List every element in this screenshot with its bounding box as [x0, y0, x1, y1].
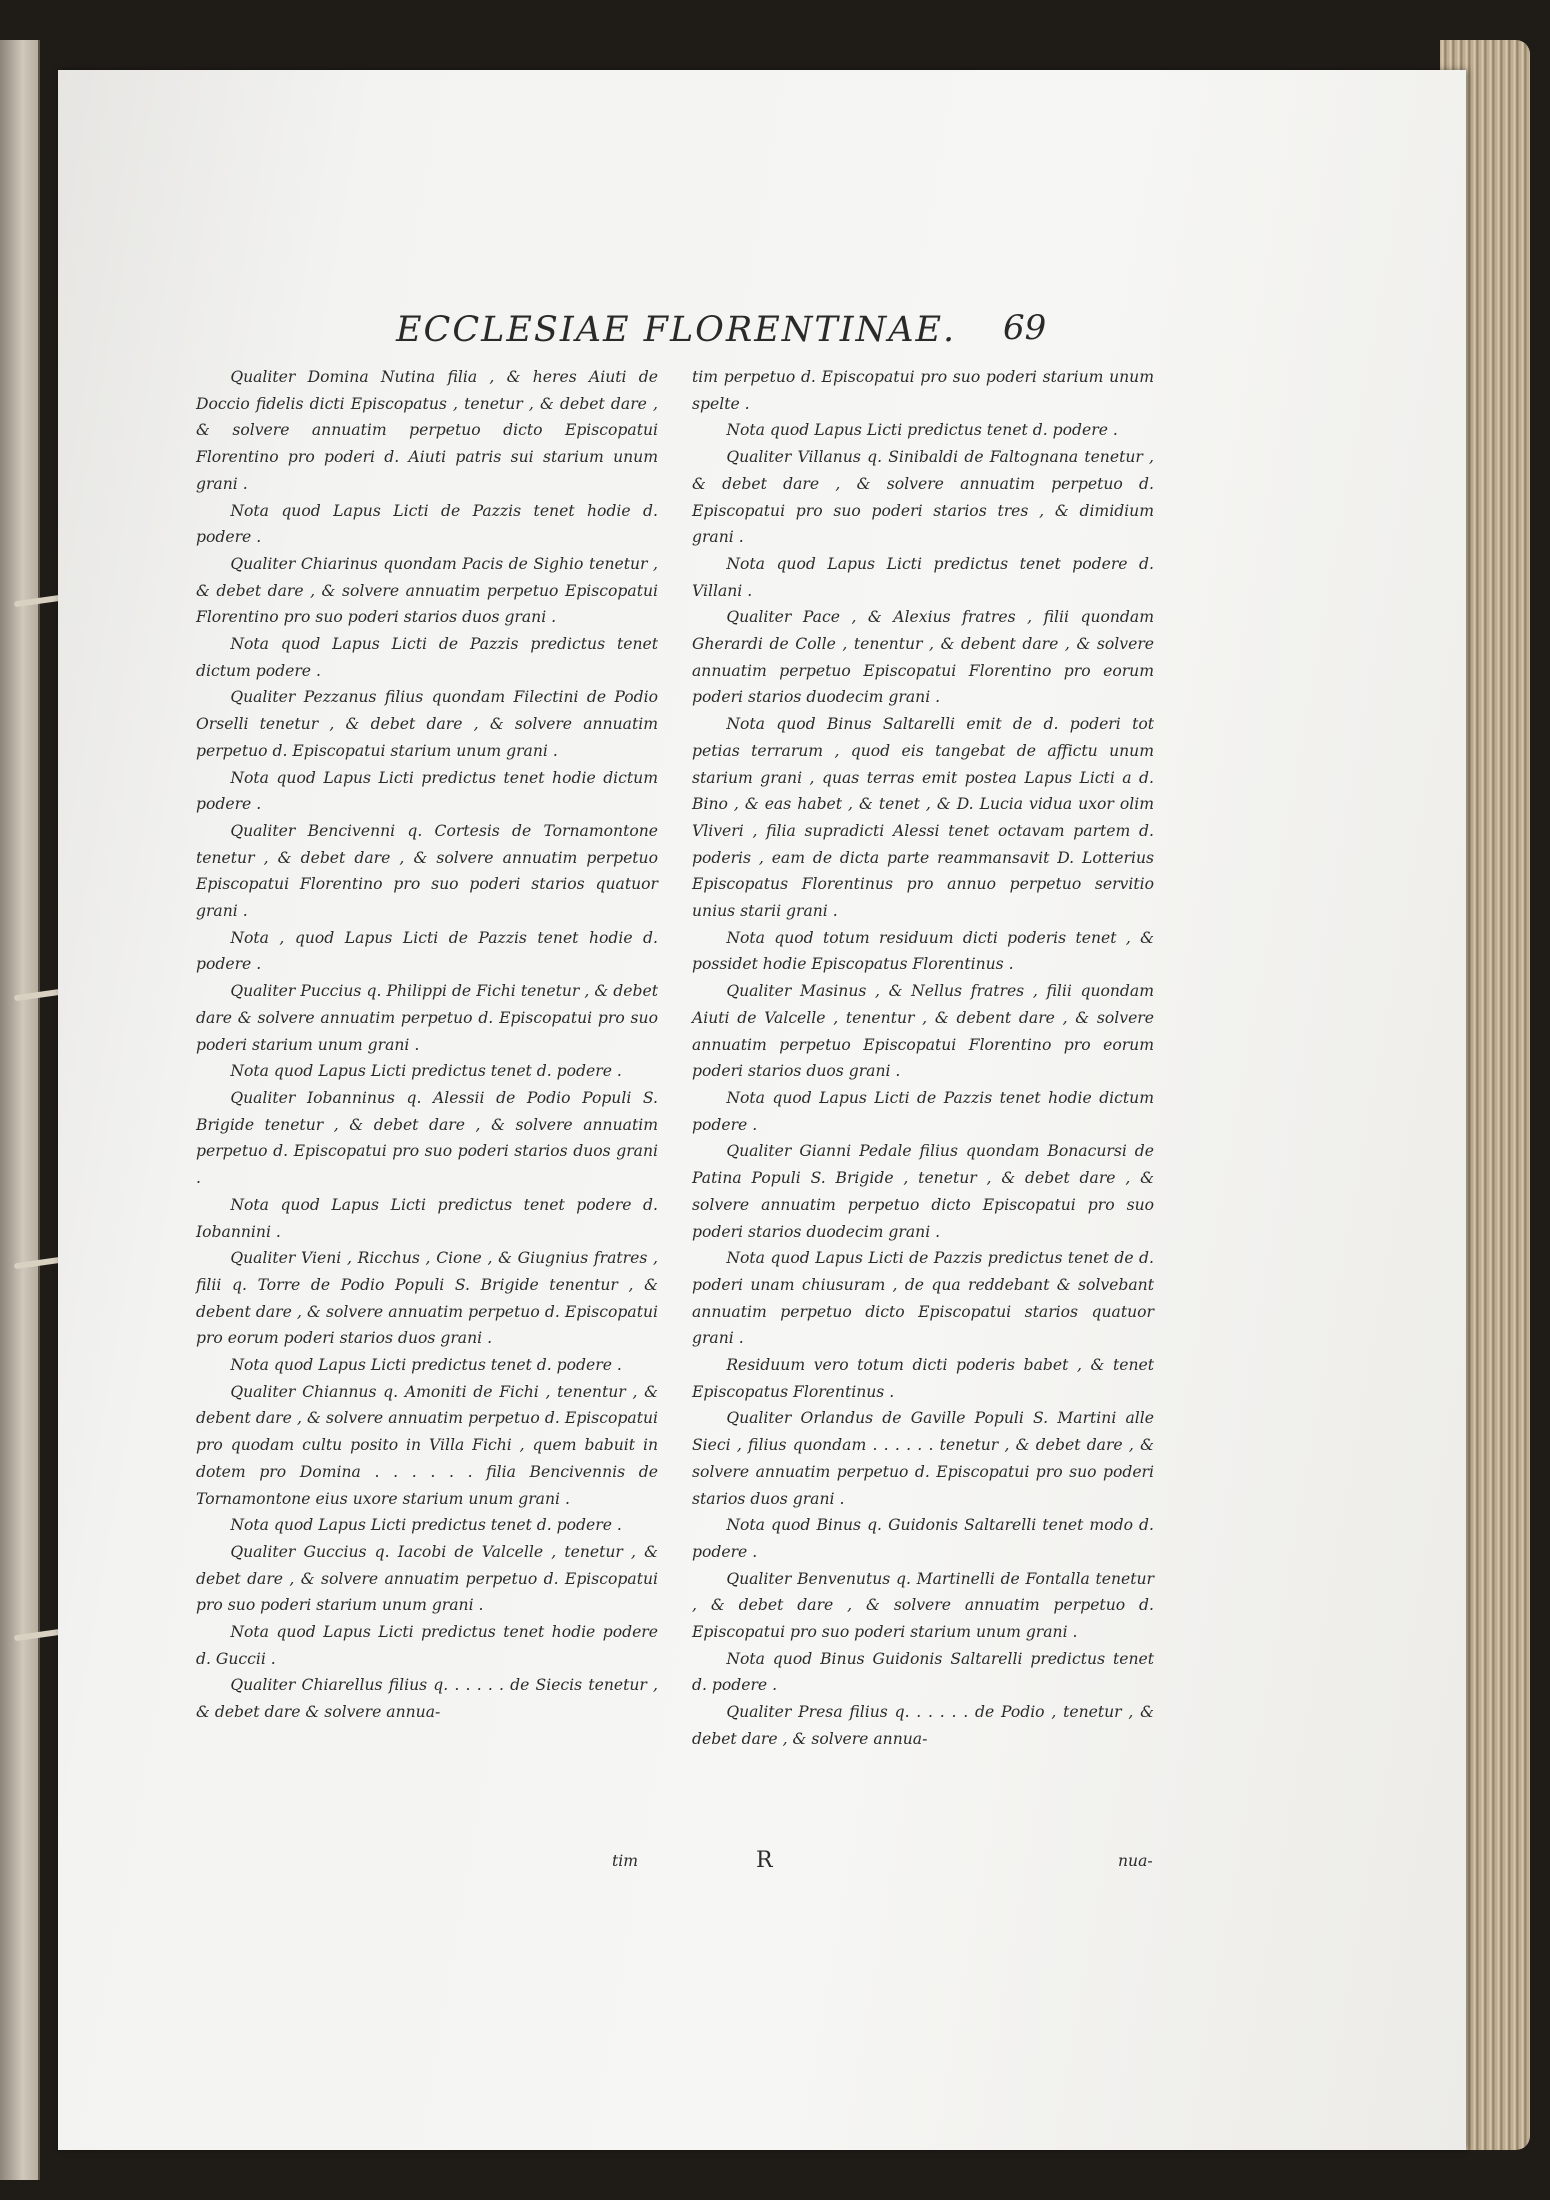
- right-catchword: nua-: [1118, 1852, 1153, 1870]
- paragraph: Nota quod Lapus Licti de Pazzis tenet hodie dictum podere .: [692, 1088, 1154, 1134]
- left-text-column: [196, 364, 658, 1726]
- paragraph: Residuum vero totum dicti poderis babet , & tenet Episcopatus Florentinus .: [692, 1356, 1154, 1401]
- paragraph: Nota quod Lapus Licti de Pazzis predictus tenet de d. poderi unam chiusuram , de qua reddebant & solvebant annuatim perpetuo dicto Episcopatui starios quatuor grani .: [692, 1249, 1154, 1348]
- paragraph: Qualiter Guccius q. Iacobi de Valcelle , tenetur , & debet dare , & solvere annuatim perpetuo d. Episcopatui pro suo poderi starium unum grani .: [196, 1542, 658, 1615]
- left-catchword: tim: [612, 1852, 639, 1870]
- paragraph: Nota quod Lapus Licti de Pazzis predictus tenet dictum podere .: [196, 635, 658, 680]
- paragraph: Qualiter Benvenutus q. Martinelli de Fontalla tenetur , & debet dare , & solvere annuatim perpetuo d. Episcopatui pro suo poderi starium unum grani .: [692, 1569, 1154, 1642]
- paragraph: Nota , quod Lapus Licti de Pazzis tenet hodie d. podere .: [196, 928, 658, 974]
- paragraph: Qualiter Chiarellus filius q. . . . . . de Siecis tenetur , & debet dare & solvere annua-: [196, 1676, 658, 1722]
- paragraph: Nota quod Lapus Licti predictus tenet d. podere .: [230, 1356, 622, 1375]
- paragraph: Nota quod Binus Saltarelli emit de d. poderi tot petias terrarum , quod eis tangebat de affictu unum starium grani , quas terras emit postea Lapus Licti a d. Bino , & eas habet , & tenet , & D. Lucia vidua uxor olim Vliveri , filia supradicti Alessi tenet octavam partem d. poderis , eam de dicta parte reammansavit D. Lotterius Episcopatus Florentinus pro annuo perpetuo servitio unius starii grani .: [692, 715, 1154, 921]
- paragraph: Nota quod Binus Guidonis Saltarelli predictus tenet d. podere .: [692, 1649, 1154, 1695]
- paragraph: Nota quod Lapus Licti predictus tenet d. podere .: [726, 421, 1118, 440]
- paragraph: Nota quod Lapus Licti predictus tenet podere d. Iobannini .: [196, 1195, 658, 1241]
- adjacent-page-edge: [0, 40, 40, 2180]
- paragraph: Qualiter Puccius q. Philippi de Fichi tenetur , & debet dare & solvere annuatim perpetuo d. Episcopatui pro suo poderi starium unum grani .: [196, 982, 658, 1054]
- paragraph: Qualiter Villanus q. Sinibaldi de Faltognana tenetur , & debet dare , & solvere annuatim perpetuo d. Episcopatui pro suo poderi starios tres , & dimidium grani .: [692, 448, 1154, 547]
- paragraph: Qualiter Iobanninus q. Alessii de Podio Populi S. Brigide tenetur , & debet dare , & solvere annuatim perpetuo d. Episcopatui pro suo poderi starios duos grani .: [196, 1088, 658, 1188]
- paragraph: Nota quod Binus q. Guidonis Saltarelli tenet modo d. podere .: [692, 1516, 1154, 1561]
- paragraph: Qualiter Pezzanus filius quondam Filectini de Podio Orselli tenetur , & debet dare , & solvere annuatim perpetuo d. Episcopatui starium unum grani .: [196, 688, 658, 760]
- signature-mark: R: [756, 1848, 773, 1873]
- paragraph: Nota quod Lapus Licti de Pazzis tenet hodie d. podere .: [196, 501, 658, 547]
- paragraph: Qualiter Orlandus de Gaville Populi S. Martini alle Sieci , filius quondam . . . . . . tenetur , & debet dare , & solvere annuatim perpetuo d. Episcopatui pro suo poderi starios duos grani .: [692, 1409, 1154, 1508]
- paragraph: Nota quod Lapus Licti predictus tenet podere d. Villani .: [692, 554, 1154, 600]
- paragraph: tim perpetuo d. Episcopatui pro suo poderi starium unum spelte .: [692, 368, 1154, 413]
- paragraph: Qualiter Vieni , Ricchus , Cione , & Giugnius fratres , filii q. Torre de Podio Populi S. Brigide tenentur , & debent dare , & solvere annuatim perpetuo d. Episcopatui pro eorum poderi starios duos grani .: [196, 1249, 658, 1348]
- paragraph: Qualiter Bencivenni q. Cortesis de Tornamontone tenetur , & debet dare , & solvere annuatim perpetuo Episcopatui Florentino pro suo poderi starios quatuor grani .: [196, 821, 658, 921]
- running-head: ECCLESIAE FLORENTINAE.: [396, 310, 957, 350]
- paragraph: Nota quod Lapus Licti predictus tenet hodie dictum podere .: [196, 768, 658, 814]
- paragraph: Qualiter Masinus , & Nellus fratres , filii quondam Aiuti de Valcelle , tenentur , & debent dare , & solvere annuatim perpetuo Episcopatui Florentino pro eorum poderi starios duos grani .: [692, 982, 1154, 1081]
- paragraph: Nota quod Lapus Licti predictus tenet d. podere .: [230, 1516, 622, 1535]
- paragraph: Qualiter Pace , & Alexius fratres , filii quondam Gherardi de Colle , tenentur , & debent dare , & solvere annuatim perpetuo Episcopatui Florentino pro eorum poderi starios duodecim grani .: [692, 608, 1154, 707]
- paragraph: Qualiter Gianni Pedale filius quondam Bonacursi de Patina Populi S. Brigide , tenetur , & debet dare , & solvere annuatim perpetuo dicto Episcopatui pro suo poderi starios duodecim grani .: [692, 1142, 1154, 1241]
- paragraph: Nota quod Lapus Licti predictus tenet hodie podere d. Guccii .: [196, 1623, 658, 1668]
- paragraph: Qualiter Chiarinus quondam Pacis de Sighio tenetur , & debet dare , & solvere annuatim perpetuo Episcopatui Florentino pro suo poderi starios duos grani .: [196, 554, 658, 627]
- page-number: 69: [1003, 308, 1047, 348]
- paragraph: Nota quod Lapus Licti predictus tenet d. podere .: [230, 1062, 622, 1081]
- paragraph: Qualiter Presa filius q. . . . . . de Podio , tenetur , & debet dare , & solvere annua-: [692, 1703, 1154, 1748]
- paragraph: Nota quod totum residuum dicti poderis tenet , & possidet hodie Episcopatus Florentinus .: [692, 928, 1154, 974]
- right-text-column: [692, 364, 1154, 1753]
- paragraph: Qualiter Domina Nutina filia , & heres Aiuti de Doccio fidelis dicti Episcopatus , tenetur , & debet dare , & solvere annuatim perpetuo dicto Episcopatui Florentino pro poderi d. Aiuti patris sui starium unum grani .: [196, 368, 658, 493]
- paragraph: Qualiter Chiannus q. Amoniti de Fichi , tenentur , & debent dare , & solvere annuatim perpetuo d. Episcopatui pro quodam cultu posito in Villa Fichi , quem babuit in dotem pro Domina . . . . . . filia Bencivennis de Tornamontone eius uxore starium unum grani .: [196, 1382, 658, 1508]
